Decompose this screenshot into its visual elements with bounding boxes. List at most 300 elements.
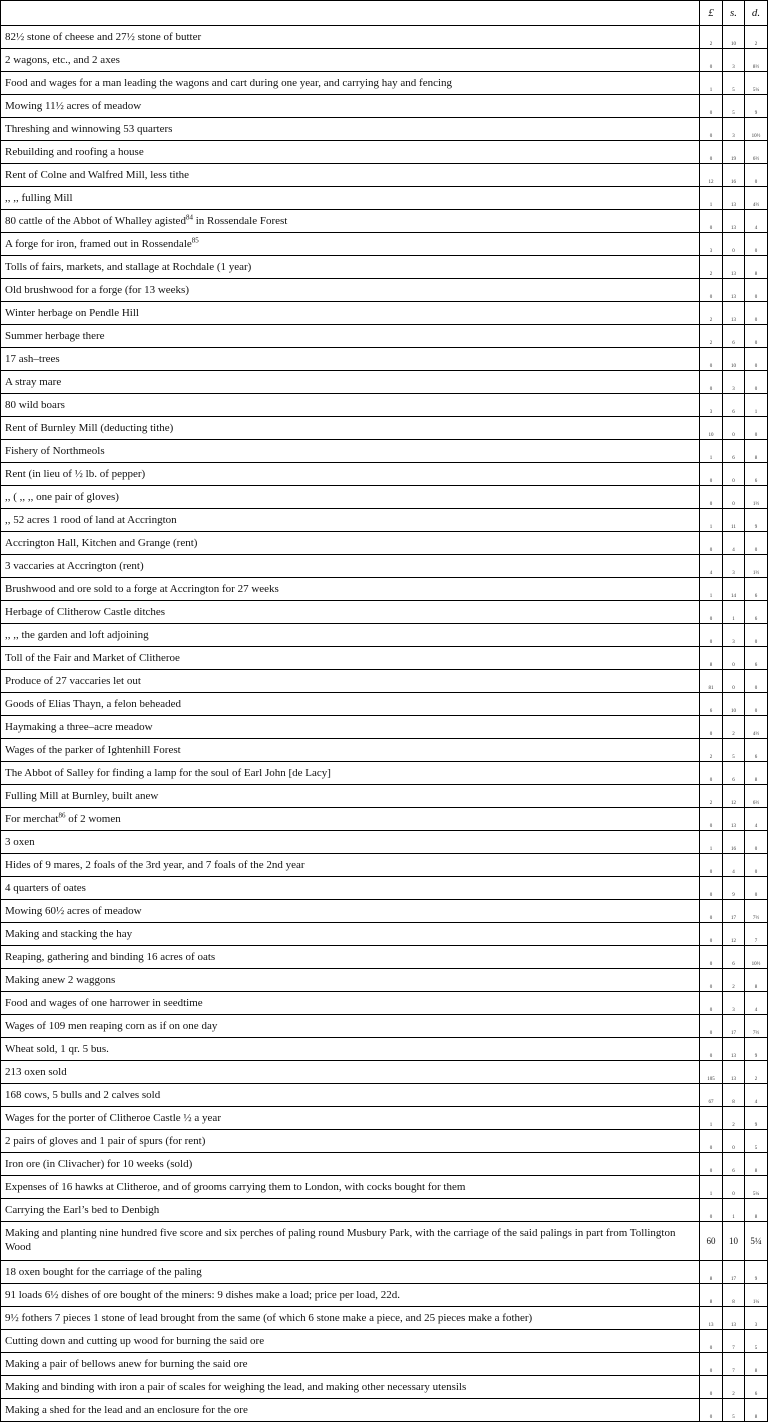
table-row (1, 992, 768, 1015)
row-shillings: 16 (723, 831, 745, 854)
row-shillings: 8 (723, 1084, 745, 1107)
row-pounds: 2 (700, 325, 723, 348)
row-description: Rebuilding and roofing a house (1, 141, 700, 164)
row-description: Goods of Elias Thayn, a felon beheaded (1, 693, 700, 716)
row-pounds: 81 (700, 670, 723, 693)
table-row (1, 95, 768, 118)
row-pounds: 10 (700, 417, 723, 440)
row-pence: 0 (745, 302, 768, 325)
table-row (1, 1284, 768, 1307)
row-shillings: 13 (723, 210, 745, 233)
row-pounds: 1 (700, 440, 723, 463)
row-pence: 2 (745, 1061, 768, 1084)
row-pounds: 0 (700, 1015, 723, 1038)
row-shillings: 3 (723, 118, 745, 141)
row-pence: 0 (745, 164, 768, 187)
row-pounds: 8 (700, 1261, 723, 1284)
row-pounds: 2 (700, 302, 723, 325)
table-row (1, 279, 768, 302)
row-description: Making and planting nine hundred five score and six perches of paling round Musbury Park, with the carriage of the said palings in part from Tollington Wood (1, 1222, 700, 1261)
row-pence: 4 (745, 1084, 768, 1107)
row-pounds: 0 (700, 900, 723, 923)
row-shillings: 0 (723, 670, 745, 693)
table-row (1, 969, 768, 992)
header-description (1, 1, 700, 26)
row-shillings: 1 (723, 601, 745, 624)
row-description: 3 vaccaries at Accrington (rent) (1, 555, 700, 578)
footnote-ref: 84 (185, 213, 193, 222)
row-shillings: 0 (723, 233, 745, 256)
row-description: Making anew 2 waggons (1, 969, 700, 992)
table-row (1, 624, 768, 647)
row-pounds: 0 (700, 992, 723, 1015)
table-row (1, 601, 768, 624)
row-pounds: 0 (700, 808, 723, 831)
row-pence: 0 (745, 831, 768, 854)
row-shillings: 3 (723, 992, 745, 1015)
table-row (1, 49, 768, 72)
row-description: Brushwood and ore sold to a forge at Accrington for 27 weeks (1, 578, 700, 601)
row-shillings: 17 (723, 1015, 745, 1038)
row-pounds: 0 (700, 141, 723, 164)
table-row (1, 72, 768, 95)
row-pounds: 1 (700, 1176, 723, 1199)
row-description: Toll of the Fair and Market of Clitheroe (1, 647, 700, 670)
row-description: Food and wages for a man leading the wagons and cart during one year, and carrying hay and fencing (1, 72, 700, 95)
table-row (1, 325, 768, 348)
row-pounds: 0 (700, 1153, 723, 1176)
table-row (1, 1376, 768, 1399)
row-pence: 1¼ (745, 1284, 768, 1307)
row-pounds: 2 (700, 785, 723, 808)
row-shillings: 9 (723, 877, 745, 900)
row-pounds: 0 (700, 601, 723, 624)
row-pounds: 13 (700, 1307, 723, 1330)
table-row (1, 486, 768, 509)
table-row (1, 1199, 768, 1222)
row-pounds: 2 (700, 256, 723, 279)
table-row (1, 1038, 768, 1061)
row-pence: 9 (745, 509, 768, 532)
table-row (1, 854, 768, 877)
row-pence: 10½ (745, 946, 768, 969)
row-pence: 4 (745, 210, 768, 233)
row-pence: 8 (745, 440, 768, 463)
row-pounds: 0 (700, 371, 723, 394)
row-pounds: 1 (700, 578, 723, 601)
row-shillings: 7 (723, 1330, 745, 1353)
row-pence: 9 (745, 1038, 768, 1061)
row-description: Fishery of Northmeols (1, 440, 700, 463)
row-pence: 2 (745, 26, 768, 49)
table-row (1, 1176, 768, 1199)
table-row (1, 26, 768, 49)
row-description: A forge for iron, framed out in Rossendale$^{85}$ (1, 233, 700, 256)
row-pounds: 0 (700, 1130, 723, 1153)
row-description: Making a shed for the lead and an enclosure for the ore (1, 1399, 700, 1422)
row-pence: 10½ (745, 118, 768, 141)
row-pence: 4½ (745, 716, 768, 739)
table-row (1, 1107, 768, 1130)
row-pounds: 0 (700, 969, 723, 992)
table-row (1, 808, 768, 831)
row-shillings: 6 (723, 1153, 745, 1176)
row-description: 3 oxen (1, 831, 700, 854)
row-pounds: 0 (700, 1330, 723, 1353)
row-description: 9½ fothers 7 pieces 1 stone of lead brought from the same (of which 6 stone make a piece, and 25 pieces make a fother) (1, 1307, 700, 1330)
row-pence: 8 (745, 256, 768, 279)
row-pounds: 3 (700, 394, 723, 417)
row-pounds: 0 (700, 854, 723, 877)
table-row (1, 739, 768, 762)
row-pounds: 8 (700, 1284, 723, 1307)
row-pence: 0 (745, 693, 768, 716)
row-pence: 5 (745, 1130, 768, 1153)
row-pence: 8 (745, 762, 768, 785)
row-shillings: 2 (723, 1107, 745, 1130)
row-shillings: 10 (723, 1222, 745, 1261)
table-row (1, 302, 768, 325)
row-shillings: 1 (723, 1199, 745, 1222)
footnote-ref: 86 (58, 811, 66, 820)
row-description: Haymaking a three–acre meadow (1, 716, 700, 739)
table-row (1, 647, 768, 670)
table-row (1, 900, 768, 923)
row-shillings: 17 (723, 1261, 745, 1284)
table-row (1, 463, 768, 486)
row-pounds: 0 (700, 118, 723, 141)
row-pence: 6 (745, 1376, 768, 1399)
row-description: Wheat sold, 1 qr. 5 bus. (1, 1038, 700, 1061)
row-pence: 0 (745, 854, 768, 877)
table-row (1, 348, 768, 371)
row-shillings: 13 (723, 256, 745, 279)
row-pounds: 0 (700, 463, 723, 486)
row-shillings: 6 (723, 762, 745, 785)
row-description: Accrington Hall, Kitchen and Grange (rent) (1, 532, 700, 555)
table-row (1, 1330, 768, 1353)
table-row (1, 693, 768, 716)
row-pounds: 0 (700, 946, 723, 969)
row-pence: 6 (745, 601, 768, 624)
row-shillings: 2 (723, 716, 745, 739)
row-pounds: 0 (700, 210, 723, 233)
row-shillings: 5 (723, 1399, 745, 1422)
row-description: 91 loads 6½ dishes of ore bought of the miners: 9 dishes make a load; price per load, 22d. (1, 1284, 700, 1307)
row-pence: 8 (745, 1153, 768, 1176)
row-pounds: 8 (700, 647, 723, 670)
row-pounds: 1 (700, 509, 723, 532)
header-shillings: s. (723, 1, 745, 26)
row-description: Mowing 11½ acres of meadow (1, 95, 700, 118)
row-shillings: 2 (723, 1376, 745, 1399)
row-pounds: 1 (700, 1107, 723, 1130)
row-pence: 8 (745, 969, 768, 992)
row-shillings: 11 (723, 509, 745, 532)
row-pence: 0 (745, 670, 768, 693)
row-pence: 6 (745, 578, 768, 601)
table-row (1, 1399, 768, 1422)
row-pence: 7½ (745, 900, 768, 923)
row-description: Old brushwood for a forge (for 13 weeks) (1, 279, 700, 302)
row-pence: 4 (745, 992, 768, 1015)
row-pounds: 12 (700, 164, 723, 187)
row-pounds: 0 (700, 95, 723, 118)
table-row (1, 187, 768, 210)
row-pence: 6 (745, 647, 768, 670)
row-shillings: 14 (723, 578, 745, 601)
row-shillings: 6 (723, 325, 745, 348)
row-shillings: 3 (723, 624, 745, 647)
row-pence: 1½ (745, 486, 768, 509)
row-pence: 6½ (745, 141, 768, 164)
row-pounds: 0 (700, 716, 723, 739)
row-description: Iron ore (in Clivacher) for 10 weeks (sold) (1, 1153, 700, 1176)
table-row (1, 578, 768, 601)
table-row (1, 532, 768, 555)
row-pounds: 2 (700, 739, 723, 762)
row-description: 80 cattle of the Abbot of Whalley agisted$^{84}$ in Rossendale Forest (1, 210, 700, 233)
row-shillings: 0 (723, 486, 745, 509)
row-description: Rent of Colne and Walfred Mill, less tithe (1, 164, 700, 187)
row-shillings: 0 (723, 417, 745, 440)
row-pounds: 0 (700, 1376, 723, 1399)
row-pence: 7 (745, 923, 768, 946)
row-description: 168 cows, 5 bulls and 2 calves sold (1, 1084, 700, 1107)
row-description: 18 oxen bought for the carriage of the paling (1, 1261, 700, 1284)
row-shillings: 8 (723, 1284, 745, 1307)
row-shillings: 19 (723, 141, 745, 164)
table-row (1, 164, 768, 187)
table-row (1, 1222, 768, 1261)
row-description: Tolls of fairs, markets, and stallage at Rochdale (1 year) (1, 256, 700, 279)
row-pence: 9 (745, 1261, 768, 1284)
row-pence: 0 (745, 417, 768, 440)
row-shillings: 6 (723, 394, 745, 417)
row-description: Fulling Mill at Burnley, built anew (1, 785, 700, 808)
row-description: Reaping, gathering and binding 16 acres of oats (1, 946, 700, 969)
row-description: Making a pair of bellows anew for burning the said ore (1, 1353, 700, 1376)
table-row (1, 118, 768, 141)
row-shillings: 12 (723, 923, 745, 946)
table-row (1, 1353, 768, 1376)
row-pence: 6½ (745, 785, 768, 808)
table-row (1, 394, 768, 417)
row-shillings: 13 (723, 279, 745, 302)
row-pence: 5 (745, 1330, 768, 1353)
row-description: 2 pairs of gloves and 1 pair of spurs (for rent) (1, 1130, 700, 1153)
row-shillings: 0 (723, 463, 745, 486)
table-row (1, 256, 768, 279)
table-row (1, 946, 768, 969)
row-pounds: 0 (700, 1199, 723, 1222)
table-row (1, 1307, 768, 1330)
row-shillings: 16 (723, 164, 745, 187)
row-pence: 8 (745, 1199, 768, 1222)
row-description: Wages of the parker of Ightenhill Forest (1, 739, 700, 762)
row-pence: 6 (745, 739, 768, 762)
row-pounds: 0 (700, 348, 723, 371)
row-pence: 3 (745, 1307, 768, 1330)
row-pence: 8 (745, 1399, 768, 1422)
row-shillings: 13 (723, 808, 745, 831)
row-description: 4 quarters of oates (1, 877, 700, 900)
row-pence: 1 (745, 394, 768, 417)
table-row (1, 923, 768, 946)
row-shillings: 6 (723, 440, 745, 463)
row-pence: 0 (745, 279, 768, 302)
table-row (1, 670, 768, 693)
row-pounds: 0 (700, 49, 723, 72)
row-pence: 5¼ (745, 1222, 768, 1261)
table-row (1, 555, 768, 578)
table-row (1, 762, 768, 785)
table-row (1, 1130, 768, 1153)
table-row (1, 141, 768, 164)
row-pounds: 1 (700, 831, 723, 854)
table-row (1, 877, 768, 900)
row-shillings: 0 (723, 1130, 745, 1153)
row-shillings: 3 (723, 49, 745, 72)
row-shillings: 13 (723, 1061, 745, 1084)
header-pounds: £ (700, 1, 723, 26)
row-shillings: 6 (723, 946, 745, 969)
row-shillings: 10 (723, 348, 745, 371)
row-pounds: 0 (700, 1038, 723, 1061)
row-pounds: 0 (700, 1353, 723, 1376)
row-pence: 0 (745, 325, 768, 348)
row-pounds: 0 (700, 279, 723, 302)
row-pence: 5¼ (745, 72, 768, 95)
table-row (1, 1061, 768, 1084)
row-description: Carrying the Earl’s bed to Denbigh (1, 1199, 700, 1222)
row-description: 213 oxen sold (1, 1061, 700, 1084)
row-shillings: 3 (723, 371, 745, 394)
row-description: ,, ,, fulling Mill (1, 187, 700, 210)
row-pence: 0 (745, 233, 768, 256)
row-pence: 0 (745, 348, 768, 371)
row-description: Expenses of 16 hawks at Clitheroe, and of grooms carrying them to London, with cocks bought for them (1, 1176, 700, 1199)
table-row (1, 210, 768, 233)
row-description: Threshing and winnowing 53 quarters (1, 118, 700, 141)
row-pounds: 6 (700, 693, 723, 716)
row-description: ,, 52 acres 1 rood of land at Accrington (1, 509, 700, 532)
row-shillings: 4 (723, 532, 745, 555)
row-shillings: 5 (723, 95, 745, 118)
row-pounds: 3 (700, 233, 723, 256)
table-row (1, 785, 768, 808)
row-pounds: 105 (700, 1061, 723, 1084)
row-description: ,, ,, the garden and loft adjoining (1, 624, 700, 647)
row-description: Mowing 60½ acres of meadow (1, 900, 700, 923)
row-description: The Abbot of Salley for finding a lamp for the soul of Earl John [de Lacy] (1, 762, 700, 785)
row-description: Wages of 109 men reaping corn as if on one day (1, 1015, 700, 1038)
row-pounds: 67 (700, 1084, 723, 1107)
row-pence: 5¼ (745, 1176, 768, 1199)
table-row (1, 233, 768, 256)
row-description: Food and wages of one harrower in seedtime (1, 992, 700, 1015)
row-pounds: 0 (700, 1399, 723, 1422)
row-description: Making and binding with iron a pair of scales for weighing the lead, and making other necessary utensils (1, 1376, 700, 1399)
row-description: 82½ stone of cheese and 27½ stone of butter (1, 26, 700, 49)
row-pence: 4½ (745, 187, 768, 210)
row-shillings: 4 (723, 854, 745, 877)
row-description: Cutting down and cutting up wood for burning the said ore (1, 1330, 700, 1353)
row-pence: 9 (745, 1107, 768, 1130)
row-shillings: 13 (723, 302, 745, 325)
row-pence: 1½ (745, 555, 768, 578)
row-shillings: 7 (723, 1353, 745, 1376)
row-shillings: 3 (723, 555, 745, 578)
table-row (1, 440, 768, 463)
row-shillings: 13 (723, 1038, 745, 1061)
row-shillings: 10 (723, 26, 745, 49)
table-row (1, 716, 768, 739)
row-shillings: 5 (723, 739, 745, 762)
row-pence: 6 (745, 463, 768, 486)
row-pounds: 0 (700, 923, 723, 946)
row-pounds: 2 (700, 26, 723, 49)
row-pence: 0 (745, 877, 768, 900)
row-description: 80 wild boars (1, 394, 700, 417)
row-description: A stray mare (1, 371, 700, 394)
row-shillings: 10 (723, 693, 745, 716)
row-description: For merchat$^{86}$ of 2 women (1, 808, 700, 831)
row-description: Produce of 27 vaccaries let out (1, 670, 700, 693)
header-pence: d. (745, 1, 768, 26)
row-pence: 8½ (745, 49, 768, 72)
table-body (1, 26, 768, 1422)
table-row (1, 831, 768, 854)
row-pounds: 4 (700, 555, 723, 578)
row-pounds: 0 (700, 877, 723, 900)
row-shillings: 2 (723, 969, 745, 992)
row-shillings: 12 (723, 785, 745, 808)
row-description: Rent of Burnley Mill (deducting tithe) (1, 417, 700, 440)
row-description: 2 wagons, etc., and 2 axes (1, 49, 700, 72)
row-pence: 9 (745, 95, 768, 118)
table-row (1, 371, 768, 394)
row-pounds: 1 (700, 72, 723, 95)
row-shillings: 5 (723, 72, 745, 95)
header-row (1, 1, 768, 26)
row-description: Herbage of Clitherow Castle ditches (1, 601, 700, 624)
table-row (1, 1084, 768, 1107)
row-shillings: 13 (723, 187, 745, 210)
row-shillings: 17 (723, 900, 745, 923)
row-shillings: 13 (723, 1307, 745, 1330)
table-row (1, 417, 768, 440)
footnote-ref: 85 (191, 236, 199, 245)
row-pence: 7½ (745, 1015, 768, 1038)
row-shillings: 0 (723, 647, 745, 670)
row-pounds: 0 (700, 624, 723, 647)
row-description: Wages for the porter of Clitheroe Castle ½ a year (1, 1107, 700, 1130)
row-pounds: 0 (700, 532, 723, 555)
row-description: Rent (in lieu of ½ lb. of pepper) (1, 463, 700, 486)
row-pence: 0 (745, 532, 768, 555)
row-pounds: 0 (700, 486, 723, 509)
row-pounds: 0 (700, 762, 723, 785)
row-pence: 0 (745, 624, 768, 647)
table-row (1, 509, 768, 532)
table-row (1, 1261, 768, 1284)
table-row (1, 1015, 768, 1038)
row-shillings: 0 (723, 1176, 745, 1199)
table-row (1, 1153, 768, 1176)
row-description: ,, ( ,, ,, one pair of gloves) (1, 486, 700, 509)
row-description: 17 ash–trees (1, 348, 700, 371)
